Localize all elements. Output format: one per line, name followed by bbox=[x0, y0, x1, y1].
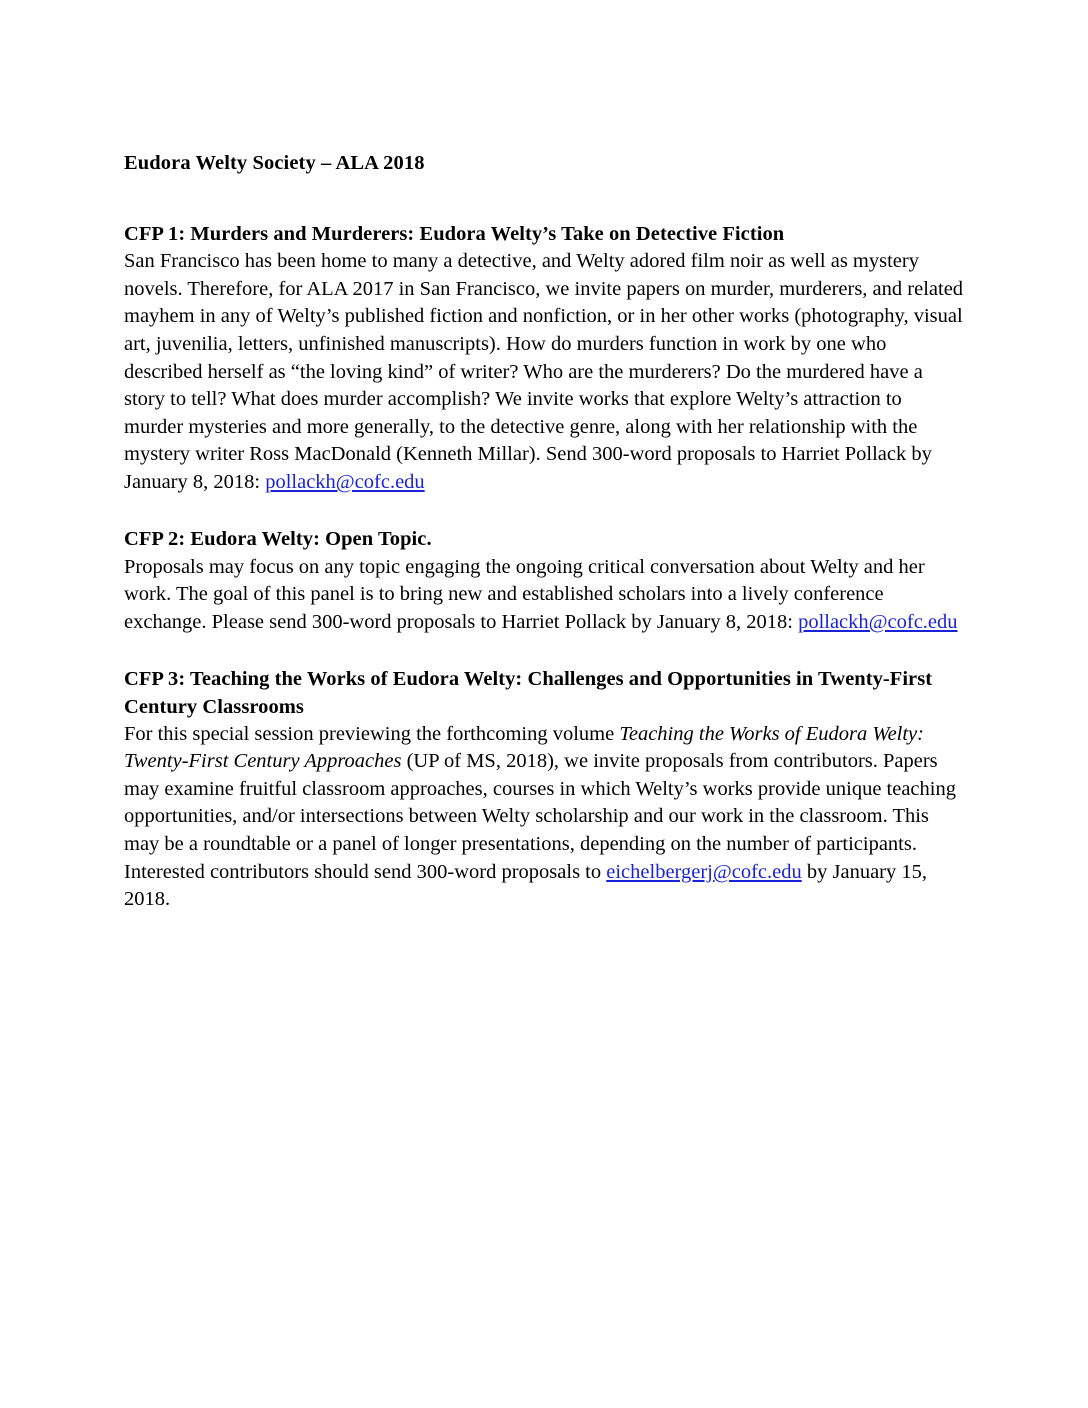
cfp-1-text: San Francisco has been home to many a detective, and Welty adored film noir as well as mystery novels. Therefore, for ALA 2017 in San Francisco, we invite papers on murder, murderers, and related mayhem in any of Welty’s published fiction and nonfiction, or in her other works (photography, visual art, juvenilia, letters, unfinished manuscripts). How do murders function in work by one who described herself as “the loving kind” of writer? Who are the murderers? Do the murdered have a story to tell? What does murder accomplish? We invite works that explore Welty’s attraction to murder mysteries and more generally, to the detective genre, along with her relationship with the mystery writer Ross MacDonald (Kenneth Millar). Send 300-word proposals to Harriet Pollack by January 8, 2018: bbox=[124, 250, 964, 493]
cfp-3-text-part-1: For this special session previewing the forthcoming volume bbox=[124, 722, 620, 745]
cfp-3-body bbox=[124, 721, 964, 914]
cfp-2-email-link[interactable]: pollackh@cofc.edu bbox=[798, 610, 958, 633]
cfp-3-volume-title: Teaching the Works of Eudora Welty: Twenty-First Century Approaches bbox=[124, 722, 924, 773]
cfp-3-text-part-3: by January 15, 2018. bbox=[124, 860, 928, 911]
cfp-3-heading: CFP 3: Teaching the Works of Eudora Welty: Challenges and Opportunities in Twenty-First Century Classrooms bbox=[124, 668, 933, 718]
cfp-1-heading: CFP 1: Murders and Murderers: Eudora Welty’s Take on Detective Fiction bbox=[124, 223, 785, 246]
cfp-2-body bbox=[124, 554, 964, 637]
cfp-1-email-link[interactable]: pollackh@cofc.edu bbox=[265, 470, 425, 493]
spacer bbox=[124, 636, 964, 666]
page-title: Eudora Welty Society – ALA 2018 bbox=[124, 152, 425, 174]
cfp-3-email-link[interactable]: eichelbergerj@cofc.edu bbox=[606, 860, 802, 883]
cfp-2-heading: CFP 2: Eudora Welty: Open Topic. bbox=[124, 528, 432, 551]
cfp-1-body bbox=[124, 248, 964, 496]
cfp-section-2 bbox=[124, 526, 964, 636]
cfp-3-text-part-2: (UP of MS, 2018), we invite proposals from contributors. Papers may examine fruitful classroom approaches, courses in which Welty’s works provide unique teaching opportunities, and/or intersections between Welty scholarship and our work in the classroom. This may be a roundtable or a panel of longer presentations, depending on the number of participants. Interested contributors should send 300-word proposals to bbox=[124, 750, 956, 883]
cfp-section-3 bbox=[124, 666, 964, 913]
spacer bbox=[124, 496, 964, 526]
cfp-2-text: Proposals may focus on any topic engaging the ongoing critical conversation about Welty and her work. The goal of this panel is to bring new and established scholars into a lively conference exchange. Please send 300-word proposals to Harriet Pollack by January 8, 2018: bbox=[124, 555, 925, 633]
document-body bbox=[124, 150, 964, 914]
spacer bbox=[124, 177, 964, 221]
cfp-section-1 bbox=[124, 221, 964, 496]
